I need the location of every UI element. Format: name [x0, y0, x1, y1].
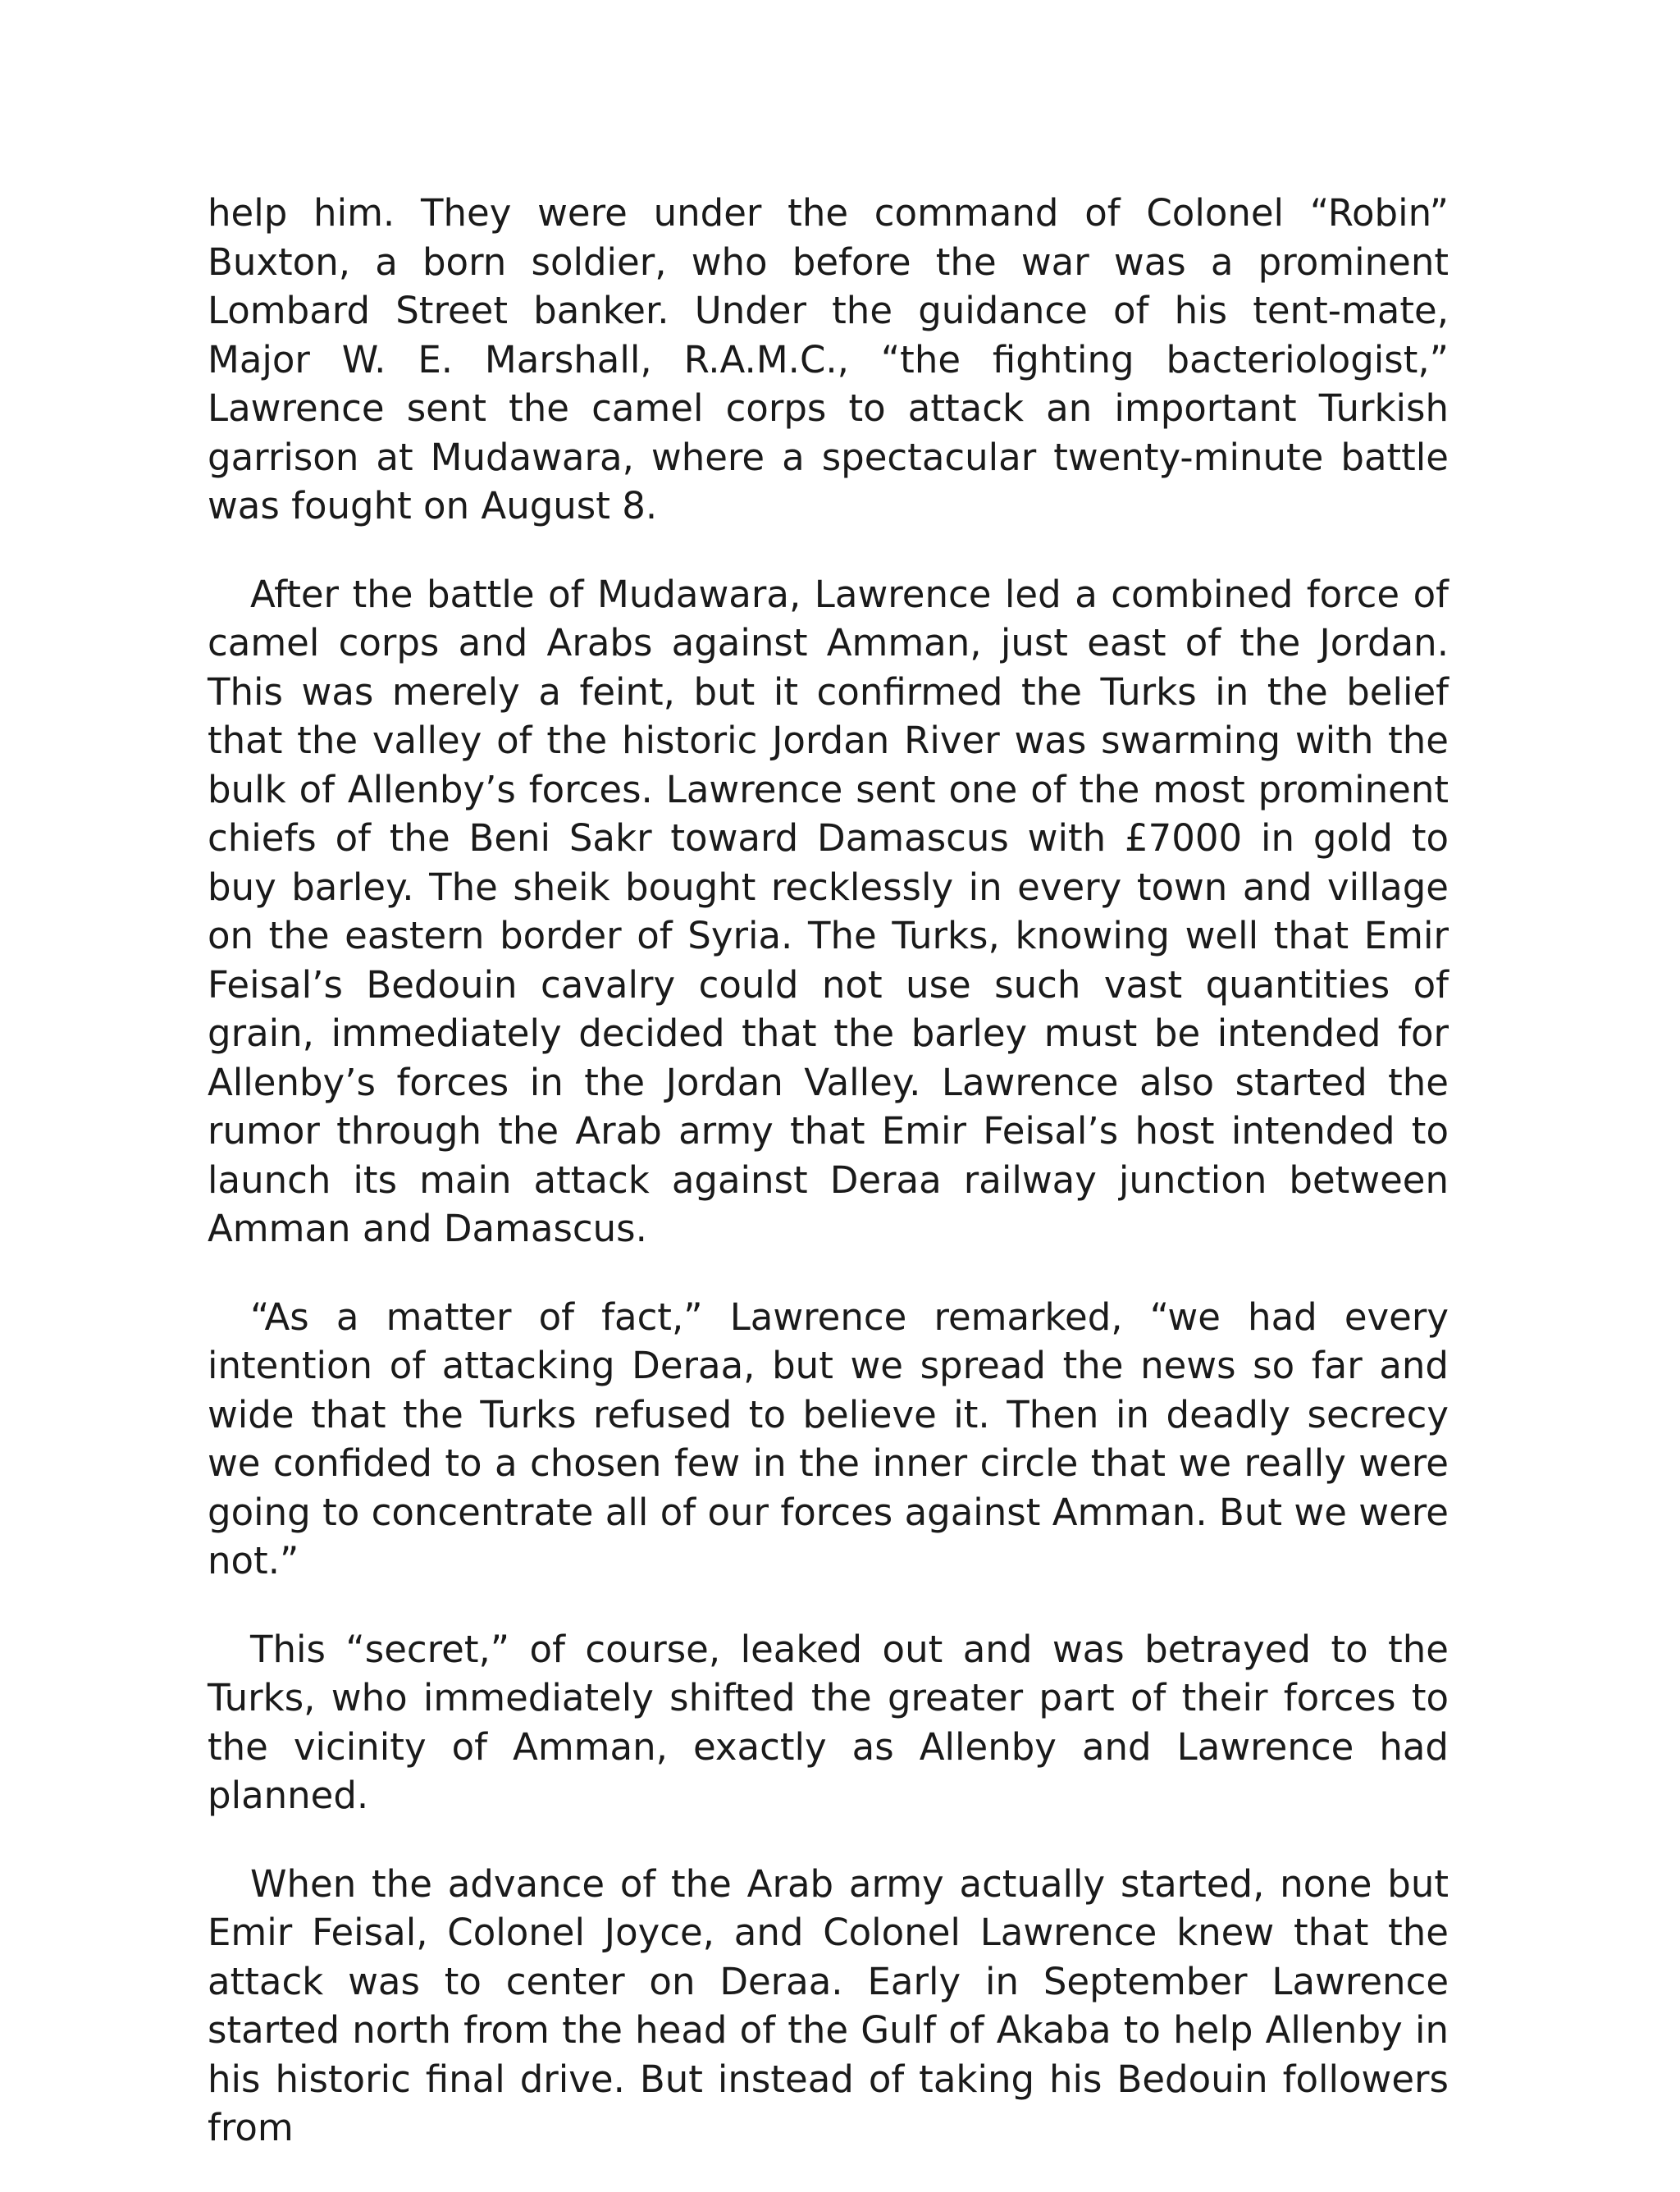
paragraph-amman-feint: After the battle of Mudawara, Lawrence led a combined force of camel corps and Arabs against Amman, just east of the Jordan. This was merely a feint, but it confirmed the Turks in the belief that the valley of the historic Jordan River was swarming with the bulk of Allenby’s forces. Lawrence sent one of the most prominent chiefs of the Beni Sakr toward Damascus with £7000 in gold to buy barley. The sheik bought recklessly in every town and village on the eastern border of Syria. The Turks, knowing well that Emir Feisal’s Bedouin cavalry could not use such vast quantities of grain, immediately decided that the barley must be intended for Allenby’s forces in the Jordan Valley. Lawrence also started the rumor through the Arab army that Emir Feisal’s host intended to launch its main attack against Deraa railway junction between Amman and Damascus. [208, 572, 1449, 1250]
paragraph-lawrence-quote: “As a matter of fact,” Lawrence remarked, “we had every intention of attacking Deraa, but we spread the news so far and wide that the Turks refused to believe it. Then in deadly secrecy we confided to a chosen few in the inner circle that we really were going to concentrate all of our forces against Amman. But we were not.” [208, 1295, 1449, 1582]
paragraph-arab-advance: When the advance of the Arab army actually started, none but Emir Feisal, Colonel Joyce, and Colonel Lawrence knew that the attack was to center on Deraa. Early in September Lawrence started north from the head of the Gulf of Akaba to help Allenby in his historic final drive. But instead of taking his Bedouin followers from [208, 1861, 1449, 2149]
page-body [208, 189, 1449, 2192]
paragraph-secret-leaked: This “secret,” of course, leaked out and was betrayed to the Turks, who immediately shifted the greater part of their forces to the vicinity of Amman, exactly as Allenby and Lawrence had planned. [208, 1627, 1449, 1817]
paragraph-continuation: help him. They were under the command of Colonel “Robin” Buxton, a born soldier, who before the war was a prominent Lombard Street banker. Under the guidance of his tent-mate, Major W. E. Marshall, R.A.M.C., “the fighting bacteriologist,” Lawrence sent the camel corps to attack an important Turkish garrison at Mudawara, where a spectacular twenty-minute battle was fought on August 8. [208, 191, 1449, 527]
